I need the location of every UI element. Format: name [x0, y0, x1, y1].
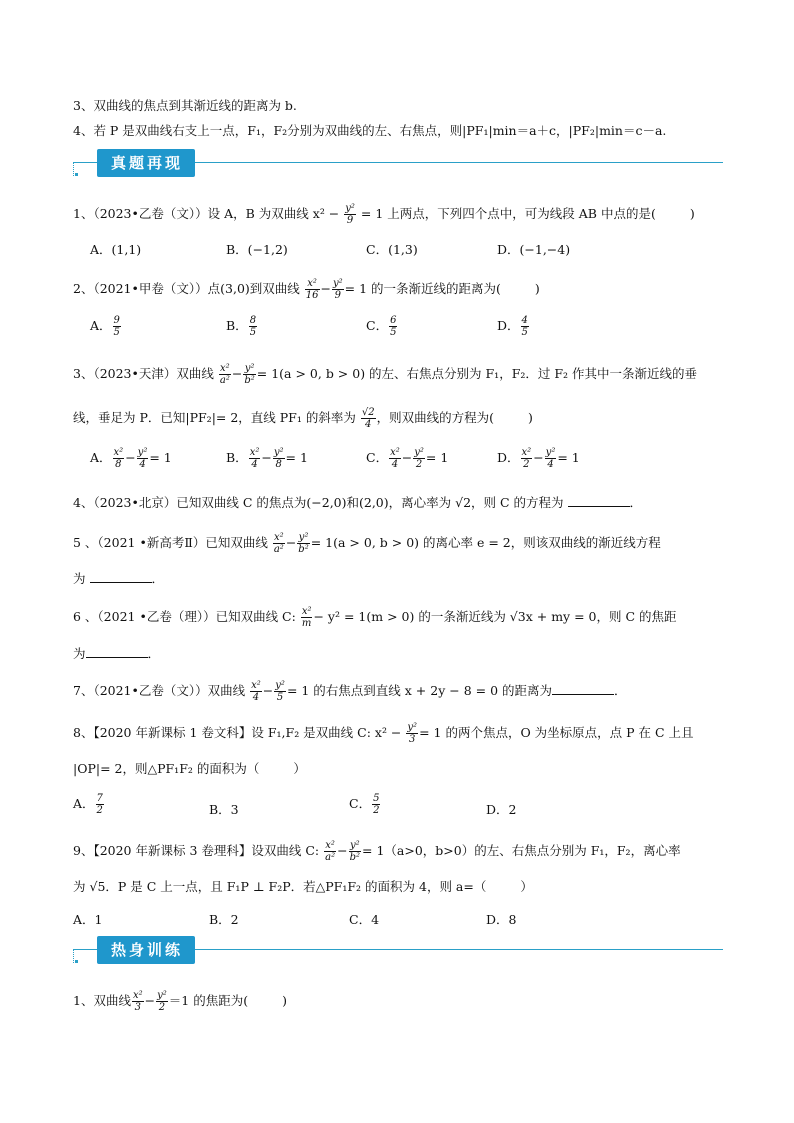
- answer-blank[interactable]: [90, 570, 152, 583]
- intro-item-4: 4、若 P 是双曲线右支上一点，F₁，F₂分别为双曲线的左、右焦点，则|PF₁|min＝a＋c，|PF₂|min＝c－a.: [73, 123, 667, 138]
- option-a[interactable]: A． $\frac{\text{x²}}{8}$ − $\frac{\text{y²}}{4}$ = 1: [90, 447, 172, 470]
- question-6: 6 、（2021 •乙卷（理））已知双曲线 C: $\frac{\text{x²}}{m}$ − y² = 1(m > 0) 的一条渐近线为 √3x + my = 0，则 C 的焦距: [73, 606, 677, 629]
- option-c[interactable]: C．4: [349, 912, 380, 927]
- question-8-line-2: |OP|= 2，则△PF₁F₂ 的面积为（ ）: [73, 761, 306, 776]
- option-a[interactable]: A．1: [73, 912, 103, 927]
- question-1: 1、（2023•乙卷（文））设 A，B 为双曲线 x² − $\frac{\text{y²}}{9}$ = 1 上两点，下列四个点中，可为线段 AB 中点的是( ): [73, 203, 695, 226]
- section-title: 真题再现: [97, 149, 195, 177]
- option-c[interactable]: C．(1,3): [366, 242, 418, 257]
- option-d[interactable]: D．(−1,−4): [497, 242, 571, 257]
- question-5: 5 、（2021 •新高考Ⅱ）已知双曲线 $\frac{\text{x²}}{\text{a²}}$ − $\frac{\text{y²}}{\text{b²}}$ = 1(a > 0, b > 0) 的离心率 e = 2，则该双曲线的渐近线方程: [73, 532, 661, 555]
- option-b[interactable]: B． $\frac{\text{x²}}{4}$ − $\frac{\text{y²}}{8}$ = 1: [226, 447, 308, 470]
- option-c[interactable]: C． $\frac{5}{2}$: [349, 793, 380, 816]
- option-d[interactable]: D． $\frac{4}{5}$: [497, 315, 528, 338]
- option-b[interactable]: B．2: [209, 912, 239, 927]
- question-7: 7、（2021•乙卷（文））双曲线 $\frac{\text{x²}}{4}$ − $\frac{\text{y²}}{5}$ = 1 的右焦点到直线 x + 2y − 8 = 0 的距离为 ．: [73, 680, 627, 703]
- option-b[interactable]: B． $\frac{8}{5}$: [226, 315, 257, 338]
- section-header-past-exams: [73, 149, 723, 179]
- option-a[interactable]: A． $\frac{9}{5}$: [90, 315, 120, 338]
- question-9-line-2: 为 √5．P 是 C 上一点，且 F₁P ⊥ F₂P．若△PF₁F₂ 的面积为 4，则 a=（ ）: [73, 879, 533, 894]
- option-d[interactable]: D．8: [486, 912, 517, 927]
- option-c[interactable]: C． $\frac{\text{x²}}{4}$ − $\frac{\text{y²}}{2}$ = 1: [366, 447, 449, 470]
- question-6-line-2: 为 ．: [73, 646, 161, 661]
- question-3: 3、（2023•天津）双曲线 $\frac{\text{x²}}{\text{a²}}$ − $\frac{\text{y²}}{\text{b²}}$ = 1(a > 0, b > 0) 的左、右焦点分别为 F₁，F₂．过 F₂ 作其中一条渐近线的垂: [73, 363, 698, 386]
- option-c[interactable]: C． $\frac{6}{5}$: [366, 315, 397, 338]
- option-d[interactable]: D． $\frac{\text{x²}}{2}$ − $\frac{\text{y²}}{4}$ = 1: [497, 447, 580, 470]
- intro-item-3: 3、双曲线的焦点到其渐近线的距离为 b.: [73, 98, 297, 113]
- option-d[interactable]: D．2: [486, 802, 517, 817]
- question-8: 8、【2020 年新课标 1 卷文科】设 F₁,F₂ 是双曲线 C: x² − $\frac{\text{y²}}{3}$ = 1 的两个焦点，O 为坐标原点，点 P 在 C 上且: [73, 722, 694, 745]
- question-5-line-2: 为 ．: [73, 571, 165, 586]
- section-title: 热身训练: [97, 936, 195, 964]
- question-2: 2、（2021•甲卷（文））点(3,0)到双曲线 $\frac{\text{x²}}{16}$ − $\frac{\text{y²}}{9}$ = 1 的一条渐近线的距离为( ): [73, 278, 540, 301]
- answer-blank[interactable]: [552, 682, 614, 695]
- option-a[interactable]: A．(1,1): [90, 242, 142, 257]
- header-square-mark: [75, 173, 78, 176]
- question-9: 9、【2020 年新课标 3 卷理科】设双曲线 C: $\frac{\text{x²}}{\text{a²}}$ − $\frac{\text{y²}}{\text{b²}}$ = 1（a>0，b>0）的左、右焦点分别为 F₁，F₂，离心率: [73, 840, 681, 863]
- answer-blank[interactable]: [568, 494, 630, 507]
- option-b[interactable]: B．3: [209, 802, 239, 817]
- section-header-warmup: [73, 936, 723, 966]
- header-square-mark: [75, 960, 78, 963]
- question-4: 4、（2023•北京）已知双曲线 C 的焦点为(−2,0)和(2,0)，离心率为 √2，则 C 的方程为 ．: [73, 495, 643, 510]
- answer-blank[interactable]: [86, 645, 148, 658]
- question-3-line-2: 线，垂足为 P．已知|PF₂|= 2，直线 PF₁ 的斜率为 $\frac{√2}{4}$ ，则双曲线的方程为( ): [73, 407, 533, 430]
- option-a[interactable]: A． $\frac{7}{2}$: [73, 793, 103, 816]
- warmup-question-1: 1、双曲线 $\frac{\text{x²}}{3}$ − $\frac{\text{y²}}{2}$ ＝1 的焦距为( ): [73, 990, 287, 1013]
- option-b[interactable]: B．(−1,2): [226, 242, 288, 257]
- fraction: $\frac{\text{y²}}{9}$: [345, 203, 355, 226]
